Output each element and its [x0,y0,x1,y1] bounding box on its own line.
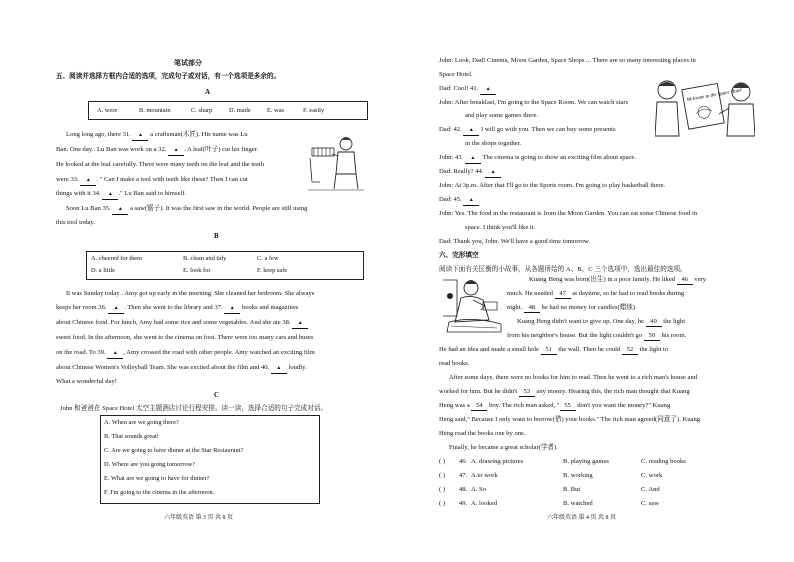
dialogue-line: Dad: 45. ▲ [439,196,479,206]
dialogue-line: Space Hotel. [439,71,473,78]
passage-line: Long long ago, there 31. ▲ a craftsman(木匠). His name was Lu [66,131,248,141]
dialogue-line: Dad: Cool! 41. ▲ [439,85,496,95]
section-title: 笔试部分 [174,59,202,67]
passage-line: keeps her room 36. ▲ . Then she went to the library and 37. ▲ books and magazines [56,304,298,314]
dialogue-line: Dad: Really? 44. ▲ [439,168,501,178]
partA-option: A. were [97,107,118,114]
passage-line: Soon Lu Ban 35. ▲ a saw(锯子). It was the first saw in the world. People are still using [66,205,307,215]
story-line: Heng was a 54 boy. The rich man asked, " 55 don't you want the money?" Kuang [439,402,671,409]
story-line: worked for him. But he didn't 53 any money. Hearing this, the rich man thought that Kuang [439,388,690,395]
story-line: night. 48 he had no money for candles(蜡烛). [507,304,637,311]
passage-line: this tool today. [56,219,95,226]
dialogue-line: John: Look, Dad! Cinema, Moon Garden, Space Shops ... There are so many interesting places in [439,57,696,64]
story-line: Kuang Heng didn't want to give up. One day, he 49 the light [517,318,686,325]
dialogue-line: Dad: 42. ▲ I will go with you. Then we can buy some presents [439,126,616,136]
partA-option: C. sharp [191,107,213,114]
dialogue-line: John: After breakfast, I'm going to the Space Room. We can watch stars [439,99,629,106]
story-line: Heng read the books one by one. [439,430,526,437]
partC-option: B. That sounds great! [104,433,159,440]
passage-line: Ban. One day . Lu Ban was work on a 32. ▲ . A leaf(叶子) cut his finger. [56,146,258,156]
story-line: After some days, there were no books for him to read. Then he went to a rich man's house and [449,374,698,381]
story-line: Kuang Heng was born(出生) in a poor family. He liked 46 very [529,276,707,283]
partA-label: A [205,88,211,96]
partA-option: F. easily [303,107,325,114]
passage-line: He looked at the leaf carefully. There were many teeth on the leaf and the teeth [56,161,265,168]
partC-intro: John 和爸爸在 Space Hotel 太空主题酒店讨论行程安排。读一读，选择合适的句子完成对话。 [60,405,328,412]
partB-option: C. a few [257,255,279,262]
passage-line: were 33. ▲ . " Can I make a tool with teeth like these? Then I can cut [56,176,248,186]
passage-line: things with it 34. ▲ ." Lu Ban said to himself. [56,190,186,200]
dialogue-line: and play some games there. [465,112,539,119]
section6-title: 六、完形填空 [439,252,479,259]
partB-option: A. cheered for them [91,255,143,262]
partC-option: D. Where are you going tomorrow? [104,461,196,468]
passage-line: about Chinese food. For lunch, Amy had some rice and some vegetables. And she ate 38. ▲ [56,319,308,329]
story-line: Heng said," Because I only want to borrow(借) your books." The rich man agreed(同意了). Kuang [439,416,701,423]
dialogue-line: John: 43. ▲ The cinema is going to show an exciting film about space. [439,154,636,164]
story-line: from his neighbor's house. But the light couldn't go 50 his room. [507,332,687,339]
dialogue-line: space. I think you'll like it. [465,224,536,231]
story-line: Finally, he became a great scholar(学者). [449,444,558,451]
partC-option-box [100,415,320,504]
partB-option-box [86,251,364,280]
partA-option: D. made [229,107,251,114]
partC-option: F. I'm going to the cinema in the afternoon. [104,489,215,496]
section6-intro: 阅读下面有关匡衡的小故事，从各题所给的 A、B、C 三个选项中，选出最佳的选项。 [439,266,687,273]
partB-option: F. keep safe [257,267,288,274]
story-line: He had an idea and made a small hole 51 the wall. Then he could 52 the light to [439,346,669,353]
partC-option: A. When are we going there? [104,419,179,426]
story-line: read books. [439,360,470,367]
partA-option: E. was [267,107,285,114]
dialogue-line: in the shops together. [465,140,522,147]
partB-label: B [214,232,219,240]
sign-text: Welcome to the Space Hotel [686,88,743,104]
partB-option: E. look for [183,267,211,274]
craftsman-illustration [308,134,364,192]
partC-option: E. What are we going to have for dinner? [104,475,210,482]
page-footer: 六年级英语 第 3 页 共 8 页 [164,515,234,521]
kuang-heng-illustration [441,276,505,334]
passage-line: sweet food. In the afternoon, she went to the cinema on foot. There were too many cars and buses [56,334,314,341]
partA-option: B. mountain [139,107,171,114]
partC-label: C [214,391,220,399]
dialogue-line: Dad: Thank you, John. We'll have a good time tomorrow. [439,238,590,245]
section5-title: 五、阅读并选择方框内合适的选项，完成句子或对话，有一个选项是多余的。 [56,73,281,80]
partC-option: C. Are we going to have dinner at the Star Restaurant? [104,447,244,454]
dialogue-line: John: Yes. The food in the restaurant is from the Moon Garden. You can eat some Chinese food in [439,210,698,217]
dialogue-line: John: At 3p.m. After that I'll go to the Sports room. I'm going to play basketball there. [439,182,666,189]
partA-option-box [88,101,368,120]
passage-line: about Chinese Women's Volleyball Team. She was excited about the film and 40. ▲ loudly. [56,364,307,374]
passage-line: It was Sunday today . Amy got up early in the morning. She cleaned her bedroom. She always [66,290,315,297]
right-page: John: Look, Dad! Cinema, Moon Garden, Space Shops ... There are so many interesting places in Space Hotel. Dad: Cool! 41. ▲ John: After breakfast, I'm going to the Space Room. We can watch stars and play some games there. Dad: 42. ▲ I will go with you. Then we can buy some presents in the shops together. John: 43. ▲ The cinema is going to show an exciting film about space. Dad: Really? 44. ▲ John: At 3p.m. After that I'll go to the Sports room. I'm going to play basketball there. Dad: 45. ▲ John: Yes. The food in the restaurant is from the Moon Garden. You can eat some Chinese food in space. I think you'll like it. Dad: Thank you, John. We'll have a good time tomorrow. Welcome to the Space Hotel 六、完形填空 阅读下面有关匡衡的小故事，从各题所给的 A、B、C 三个选项中，选出最佳的选项。 Kuang Heng was born(出生) in a poor family. He liked 46 very much. He needed 47 at daytime, so he had to read books during night. 48 he had no money for candles(蜡烛). Kuang Heng didn't want to give up. One day, he 49 the light from his neighbor's house. But the light couldn't go 50 his room. He had an idea and made a small hole 51 the wall. Then he could 52 the light to read books. After some days, there were no books for him to read. Then he went to a rich man's house and worked for him. But he didn't 53 any money. Hearing this, the rich man thought that Kuang Heng was a 54 boy. The rich man asked, " 55 don't you want the money?" Kuang Heng said," Because I only want to borrow(借) your books." The rich man agreed(同意了). Kuang Heng read the books one by one. Finally, he became a great scholar(学者). ( ) 46. A. drawing pictures B. playing games C. reading books ( ) 47. A.to work B. working C. work ( ) 48. A. So B. But C. And ( ) 49. A. looked B. watched C. saw 六年级英语 第 4 页 共 8 页 [397,0,794,562]
story-line: much. He needed 47 at daytime, so he had to read books during [507,290,685,297]
page-footer: 六年级英语 第 4 页 共 8 页 [547,515,617,521]
partB-option: B. clean and tidy [183,255,227,262]
space-hotel-illustration [655,76,755,138]
partB-option: D. a little [91,267,115,274]
passage-line: on the road. To 39. ▲ , Amy crossed the road with other people. Amy watched an exciting film [56,349,315,359]
passage-line: What a wonderful day! [56,378,117,385]
